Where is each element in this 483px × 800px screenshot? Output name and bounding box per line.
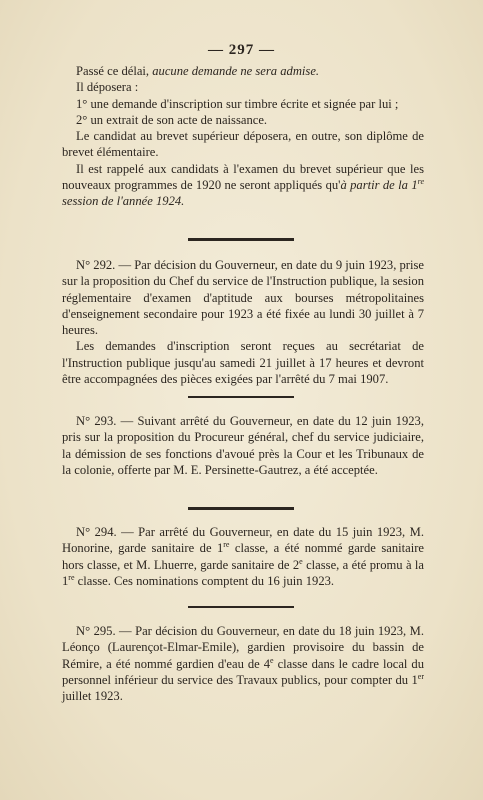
notice-293: [62, 413, 424, 478]
notice-292: [62, 257, 424, 387]
notice-294-text-d: classe. Ces nominations comptent du 16 juin 1923.: [74, 573, 335, 588]
programme-reminder: [62, 161, 424, 210]
notice-292-para2: Les demandes d'inscription seront reçues au secrétariat de l'Instruction publique jusqu'au samedi 21 juillet à 17 heures et devront être accompagnées des pièces exigées par l'arrêté du 7 mai 1907.: [62, 339, 424, 387]
reminder-sup: re: [417, 176, 424, 186]
superior-diploma-note: Le candidat au brevet supérieur déposera, en outre, son diplôme de brevet élémentaire.: [62, 129, 424, 160]
sup: re: [223, 540, 230, 550]
notice-295: [62, 623, 424, 704]
sup: e: [299, 556, 303, 566]
page-number: — 297 —: [208, 42, 275, 58]
notice-294-text-b: classe, a été nommé garde sanitaire hors classe, et M. Lhuerre, garde sanitaire de 2: [62, 541, 424, 572]
section-divider: [188, 396, 294, 398]
section-divider: [188, 507, 294, 510]
reminder-emphasis-b: session de l'année 1924.: [62, 194, 185, 209]
deposit-line: Il déposera :: [76, 80, 139, 95]
sup: re: [68, 572, 75, 582]
notice-294-para: [62, 524, 424, 589]
reminder-text: Il est rappelé aux candidats à l'examen du brevet supérieur que les nouveaux programmes de 1920 ne seront appliqués qu': [62, 161, 424, 193]
item-request: 1° une demande d'inscription sur timbre écrite et signée par lui ;: [76, 96, 399, 111]
deadline-line: [62, 63, 424, 79]
reminder-emphasis-a: à partir de la 1: [340, 178, 418, 193]
item-birth-certificate: 2° un extrait de son acte de naissance.: [76, 112, 268, 127]
notice-292-para1: N° 292. — Par décision du Gouverneur, en date du 9 juin 1923, prise sur la proposition du Chef du service de l'Instruction publique, la sesion réglementaire d'examen d'aptitude aux bourses métropolitaines d'enseignement secondaire pour 1923 a été fixée au lundi 30 juillet à 7 heures.: [62, 258, 424, 338]
sup: e: [270, 655, 274, 665]
notice-294-text-a: N° 294. — Par arrêté du Gouverneur, en date du 15 juin 1923, M. Honorine, garde sanitaire de 1: [62, 525, 424, 556]
notice-294-text-c: classe, a été promu à la 1: [62, 557, 425, 588]
section-divider: [188, 606, 294, 608]
deadline-emphasis: aucune demande ne sera admise.: [152, 64, 320, 78]
notice-295-para: [62, 623, 424, 704]
intro-section: [62, 63, 424, 210]
notice-295-text-a: N° 295. — Par décision du Gouverneur, en date du 18 juin 1923, M. Léonço (Laurençot-Elmar-Emile), gardien provisoire du bassin de Rémire, a été nommé gardien d'eau de 4: [62, 624, 424, 671]
sup: er: [417, 671, 424, 681]
notice-294: [62, 524, 424, 589]
section-divider: [188, 238, 294, 241]
notice-295-text-c: juillet 1923.: [62, 689, 123, 704]
notice-293-para: N° 293. — Suivant arrêté du Gouverneur, en date du 12 juin 1923, pris sur la proposition du Procureur général, chef du service judiciaire, la démission de ses fonctions d'avoué près la Cour et les Tribunaux de la colonie, offerte par M. E. Persinette-Gautrez, a été acceptée.: [62, 414, 424, 477]
deadline-text: Passé ce délai,: [76, 64, 153, 78]
notice-295-text-b: classe dans le cadre local du personnel inférieur du service des Travaux publics, pour compter du 1: [62, 656, 424, 687]
